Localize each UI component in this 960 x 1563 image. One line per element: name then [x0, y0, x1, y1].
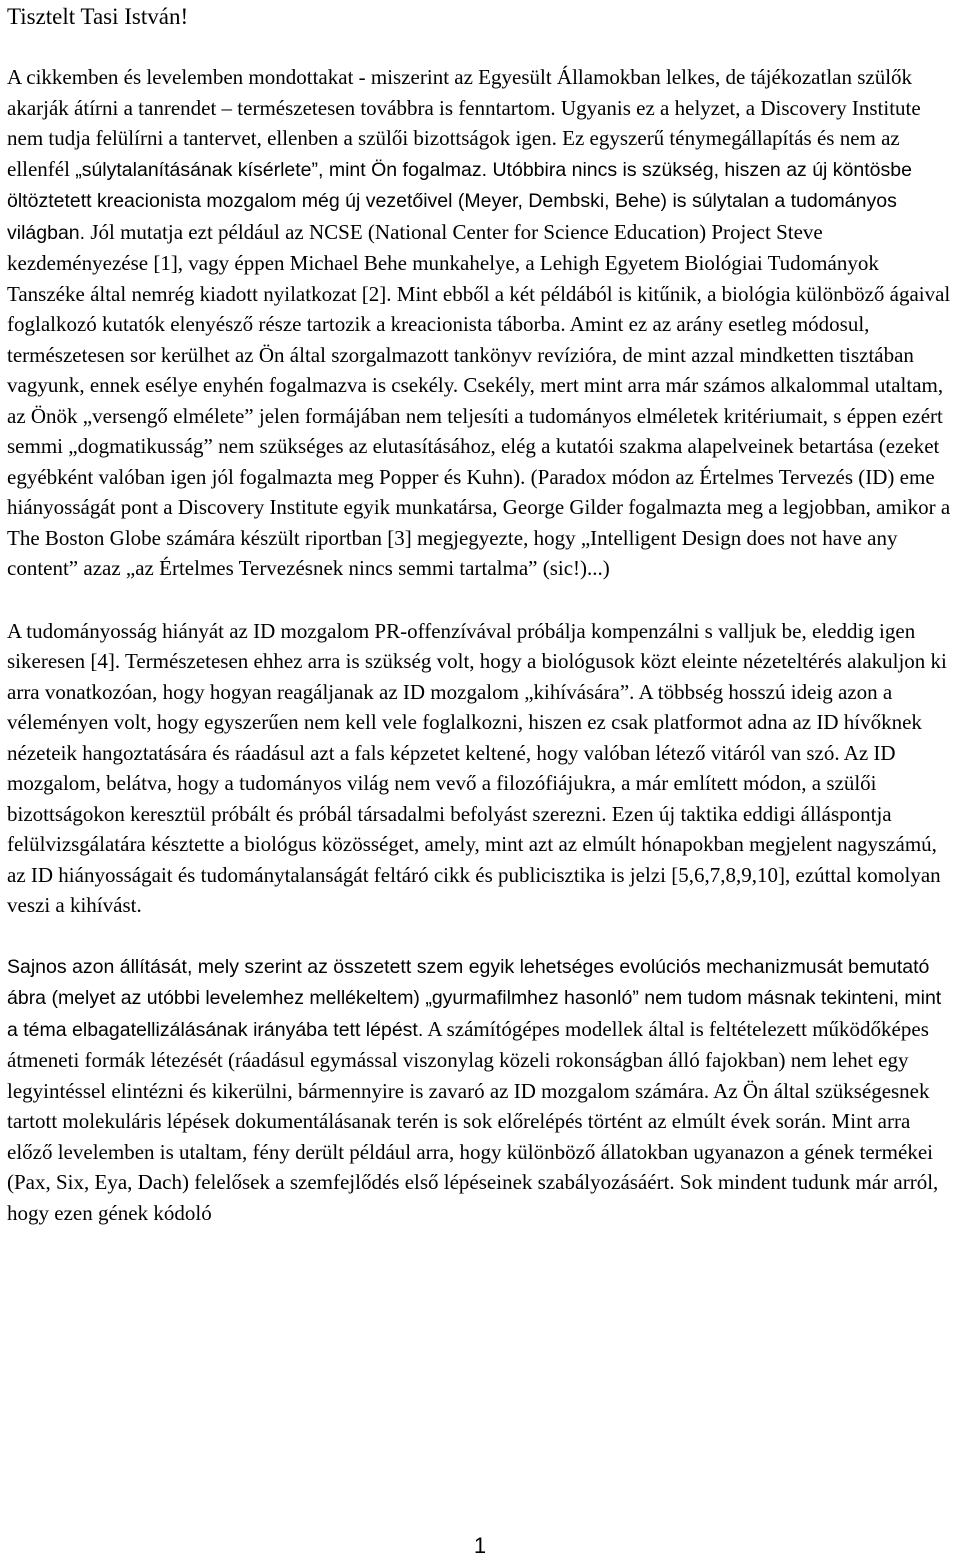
paragraph-2: [7, 616, 955, 921]
greeting-heading: Tisztelt Tasi István!: [7, 4, 189, 29]
page-number: 1: [473, 1533, 487, 1558]
paragraph-1: [7, 62, 955, 584]
paragraph-1-text-b: „súlytalanításának kísérlete”, mint Ön fogalmaz. Utóbbira nincs is szükség, hiszen az új köntösbe öltöztetett kreacionista mozgalom még új vezetőivel (Meyer, Dembski, Behe) is súlytalan a tudományos világban.: [7, 158, 912, 244]
paragraph-2-text-a: A tudományosság hiányát az ID mozgalom PR-offenzívával próbálja kompenzálni s valljuk be, eleddig igen sikeresen [4]. Természetesen ehhez arra is szükség volt, hogy a biológusok közt eleinte nézeteltérés alakuljon ki arra vonatkozóan, hogy hogyan reagáljanak az ID mozgalom „kihívására”. A többség hosszú ideig azon a véleményen volt, hogy egyszerűen nem kell vele foglalkozni, hiszen ez csak platformot adna az ID hívőknek nézeteik hangoztatására és ráadásul azt a fals képzetet keltené, hogy valóban létező vitáról van szó. Az ID mozgalom, belátva, hogy a tudományos világ nem vevő a filozófiájukra, a már említett módon, a szülői bizottságokon keresztül próbált és próbál társadalmi befolyást szerezni. Ezen új taktika eddigi álláspontja felülvizsgálatára késztette a biológus közösséget, amely, mint azt az elmúlt hónapokban megjelent nagyszámú, az ID hiányosságait és tudománytalanságát feltáró cikk és publicisztika is jelzi [5,6,7,8,9,10], ezúttal komolyan veszi a kihívást.: [7, 618, 947, 917]
paragraph-1-text-a: A cikkemben és levelemben mondottakat - miszerint az Egyesült Államokban lelkes, de tájékozatlan szülők akarják átírni a tanrendet – természetesen továbbra is fenntartom. Ugyanis ez a helyzet, a Discovery Institute nem tudja felülírni a tantervet, ellenben a szülői bizottságok igen. Ez egyszerű ténymegállapítás és nem az ellenfél: [7, 65, 921, 181]
paragraph-1-text-c: Jól mutatja ezt például az NCSE (National Center for Science Education) Project Steve kezdeményezése [1], vagy éppen Michael Behe munkahelye, a Lehigh Egyetem Biológiai Tudományok Tanszéke által nemrég kiadott nyilatkozat [2]. Mint ebből a két példából is kitűnik, a biológia különböző ágaival foglalkozó kutatók elenyésző része tartozik a kreacionista táborba. Amint ez az arány esetleg módosul, természetesen sor kerülhet az Ön által szorgalmazott tankönyv revízióra, de mint azzal mindketten tisztában vagyunk, ennek esélye enyhén fogalmazva is csekély. Csekély, mert mint arra már számos alkalommal utaltam, az Önök „versengő elmélete” jelen formájában nem teljesíti a tudományos elméletek kritériumait, s éppen ezért semmi „dogmatikusság” nem szükséges az elutasításához, elég a kutatói szakma alapelveinek betartása (ezeket egyébként valóban igen jól fogalmazta meg Popper és Kuhn). (Paradox módon az Értelmes Tervezés (ID) eme hiányosságát pont a Discovery Institute egyik munkatársa, George Gilder fogalmazta meg a legjobban, amikor a The Boston Globe számára készült riportban [3] megjegyezte, hogy „Intelligent Design does not have any content” azaz „az Értelmes Tervezésnek nincs semmi tartalma” (sic!)...): [7, 219, 951, 580]
letter-page: [7, 0, 955, 1228]
paragraph-3: [7, 951, 955, 1229]
paragraph-3-text-a: Sajnos azon állítását, mely szerint az összetett szem egyik lehetséges evolúciós mechanizmusát bemutató ábra (melyet az utóbbi levelemhez mellékeltem) „gyurmafilmhez hasonló” nem tudom másnak tekinteni, mint a téma elbagatellizálásának irányába tett lépést.: [7, 955, 942, 1041]
paragraph-3-text-b: A számítógépes modellek által is feltételezett működőképes átmeneti formák létezését (ráadásul egymással viszonylag közeli rokonságban álló fajokban) nem lehet egy legyintéssel elintézni és kikerülni, bármennyire is zavaró az ID mozgalom számára. Az Ön által szükségesnek tartott molekuláris lépések dokumentálásanak terén is sok előrelépés történt az elmúlt évek során. Mint arra előző levelemben is utaltam, fény derült például arra, hogy különböző állatokban ugyanazon a gének termékei (Pax, Six, Eya, Dach) felelősek a szemfejlődés első lépéseinek szabályozásáért. Sok mindent tudunk már arról, hogy ezen gének kódoló: [7, 1016, 939, 1225]
